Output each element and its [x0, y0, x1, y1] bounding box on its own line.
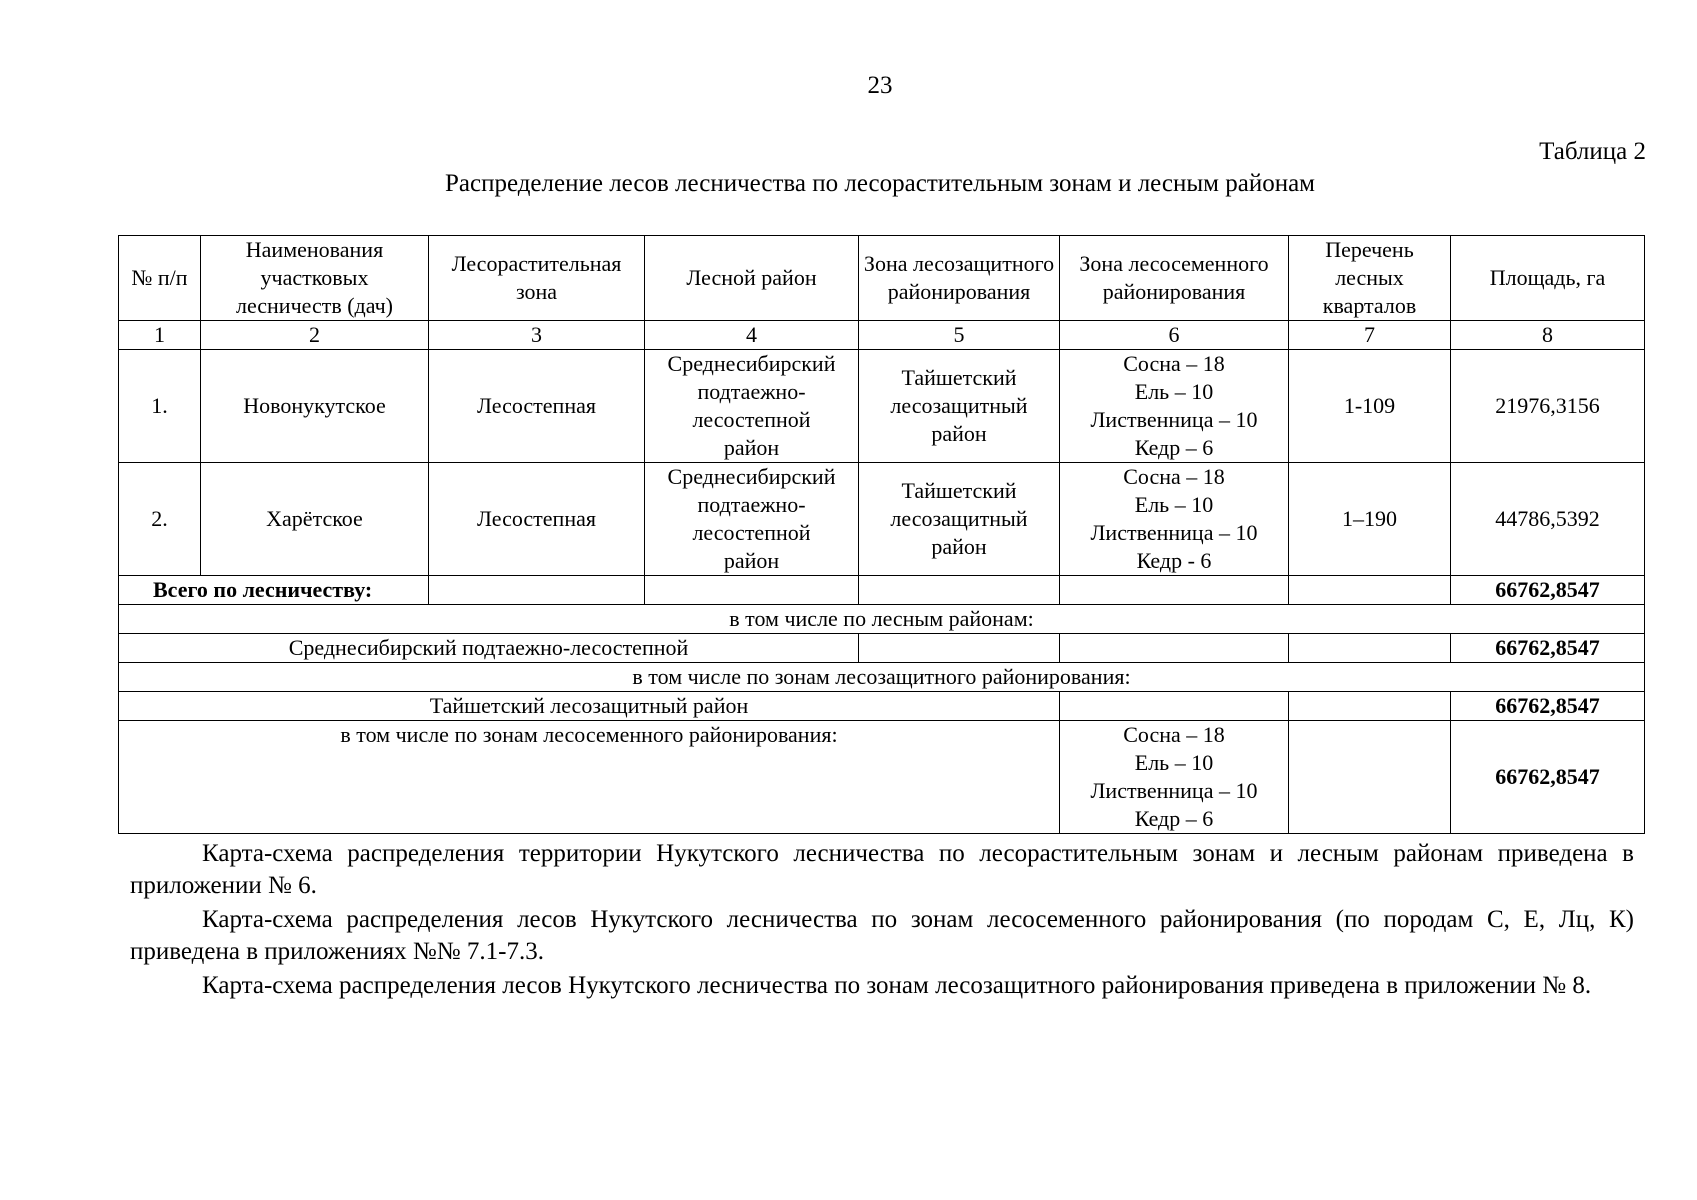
- empty-cell: [1060, 576, 1289, 605]
- row-quarters: 1-109: [1289, 350, 1451, 463]
- header-num: № п/п: [119, 236, 201, 321]
- subheading-row: [119, 605, 1645, 634]
- header-district: Лесной район: [645, 236, 859, 321]
- table-row: [119, 463, 1645, 576]
- district-summary-row: [119, 634, 1645, 663]
- species-line: Сосна – 18: [1123, 722, 1225, 747]
- col-number: 1: [119, 321, 201, 350]
- empty-cell: [1289, 634, 1451, 663]
- header-quarters: Перечень лесных кварталов: [1289, 236, 1451, 321]
- seed-summary-area: 66762,8547: [1451, 721, 1645, 834]
- empty-cell: [1289, 692, 1451, 721]
- species-line: Кедр - 6: [1136, 548, 1212, 573]
- col-number: 4: [645, 321, 859, 350]
- row-area: 44786,5392: [1451, 463, 1645, 576]
- empty-cell: [859, 634, 1060, 663]
- empty-cell: [429, 576, 645, 605]
- paragraph: Карта-схема распределения территории Нукутского лесничества по лесорастительным зонам и лесным районам приведена в приложении № 6.: [130, 840, 1634, 899]
- table-label: Таблица 2: [1539, 138, 1646, 165]
- header-area: Площадь, га: [1451, 236, 1645, 321]
- district-line: подтаежно-: [697, 492, 806, 517]
- species-line: Кедр – 6: [1134, 806, 1214, 831]
- empty-cell: [1060, 634, 1289, 663]
- species-line: Сосна – 18: [1123, 464, 1225, 489]
- column-number-row: [119, 321, 1645, 350]
- empty-cell: [1289, 721, 1451, 834]
- protect-line: район: [931, 421, 987, 446]
- protect-summary-row: [119, 692, 1645, 721]
- row-zone: Лесостепная: [429, 463, 645, 576]
- seed-summary-species: [1060, 721, 1289, 834]
- total-area: 66762,8547: [1451, 576, 1645, 605]
- page-number: 23: [867, 72, 893, 99]
- district-line: район: [723, 548, 780, 573]
- row-district: [645, 463, 859, 576]
- species-line: Лиственница – 10: [1090, 520, 1258, 545]
- table-header-row: [119, 236, 1645, 321]
- species-line: Ель – 10: [1134, 379, 1214, 404]
- protect-line: Тайшетский: [901, 365, 1017, 390]
- district-line: подтаежно-: [697, 379, 806, 404]
- forest-distribution-table: [118, 235, 1645, 834]
- district-line: Среднесибирский: [667, 351, 836, 376]
- species-line: Сосна – 18: [1123, 351, 1225, 376]
- by-protect-label: в том числе по зонам лесозащитного районирования:: [119, 663, 1645, 692]
- row-zone: Лесостепная: [429, 350, 645, 463]
- total-row: [119, 576, 1645, 605]
- col-number: 5: [859, 321, 1060, 350]
- species-line: Кедр – 6: [1134, 435, 1214, 460]
- seed-summary-label: в том числе по зонам лесосеменного районирования:: [119, 721, 1060, 834]
- row-protect-zone: [859, 463, 1060, 576]
- by-districts-label: в том числе по лесным районам:: [119, 605, 1645, 634]
- district-line: лесостепной: [692, 407, 811, 432]
- col-number: 3: [429, 321, 645, 350]
- seed-summary-row: [119, 721, 1645, 834]
- row-name: Харётское: [201, 463, 429, 576]
- species-line: Ель – 10: [1134, 750, 1214, 775]
- protect-summary-name: Тайшетский лесозащитный район: [119, 692, 1060, 721]
- table-row: [119, 350, 1645, 463]
- row-district: [645, 350, 859, 463]
- paragraph: Карта-схема распределения лесов Нукутского лесничества по зонам лесосеменного районирования (по породам С, Е, Лц, К) приведена в приложениях №№ 7.1-7.3.: [130, 906, 1634, 965]
- appendix-notes: [130, 838, 1634, 1002]
- table-title: Распределение лесов лесничества по лесорастительным зонам и лесным районам: [444, 170, 1316, 197]
- row-seed-zone: [1060, 463, 1289, 576]
- species-line: Лиственница – 10: [1090, 778, 1258, 803]
- district-summary-area: 66762,8547: [1451, 634, 1645, 663]
- header-name: Наименования участковых лесничеств (дач): [201, 236, 429, 321]
- species-line: Ель – 10: [1134, 492, 1214, 517]
- protect-line: лесозащитный: [890, 506, 1028, 531]
- row-name: Новонукутское: [201, 350, 429, 463]
- col-number: 6: [1060, 321, 1289, 350]
- row-num: 2.: [119, 463, 201, 576]
- protect-line: Тайшетский: [901, 478, 1017, 503]
- protect-summary-area: 66762,8547: [1451, 692, 1645, 721]
- col-number: 7: [1289, 321, 1451, 350]
- empty-cell: [859, 576, 1060, 605]
- row-protect-zone: [859, 350, 1060, 463]
- district-line: район: [723, 435, 780, 460]
- district-line: Среднесибирский: [667, 464, 836, 489]
- row-area: 21976,3156: [1451, 350, 1645, 463]
- paragraph: Карта-схема распределения лесов Нукутского лесничества по зонам лесозащитного районирования приведена в приложении № 8.: [202, 972, 1592, 999]
- col-number: 2: [201, 321, 429, 350]
- row-seed-zone: [1060, 350, 1289, 463]
- subheading-row: [119, 663, 1645, 692]
- protect-line: лесозащитный: [890, 393, 1028, 418]
- empty-cell: [645, 576, 859, 605]
- district-line: лесостепной: [692, 520, 811, 545]
- district-summary-name: Среднесибирский подтаежно-лесостепной: [119, 634, 859, 663]
- empty-cell: [1289, 576, 1451, 605]
- header-zone: Лесорастительная зона: [429, 236, 645, 321]
- protect-line: район: [931, 534, 987, 559]
- col-number: 8: [1451, 321, 1645, 350]
- empty-cell: [1060, 692, 1289, 721]
- row-quarters: 1–190: [1289, 463, 1451, 576]
- species-line: Лиственница – 10: [1090, 407, 1258, 432]
- header-protect-zone: Зона лесозащитного районирования: [859, 236, 1060, 321]
- row-num: 1.: [119, 350, 201, 463]
- total-label: Всего по лесничеству:: [119, 576, 429, 605]
- header-seed-zone: Зона лесосеменного районирования: [1060, 236, 1289, 321]
